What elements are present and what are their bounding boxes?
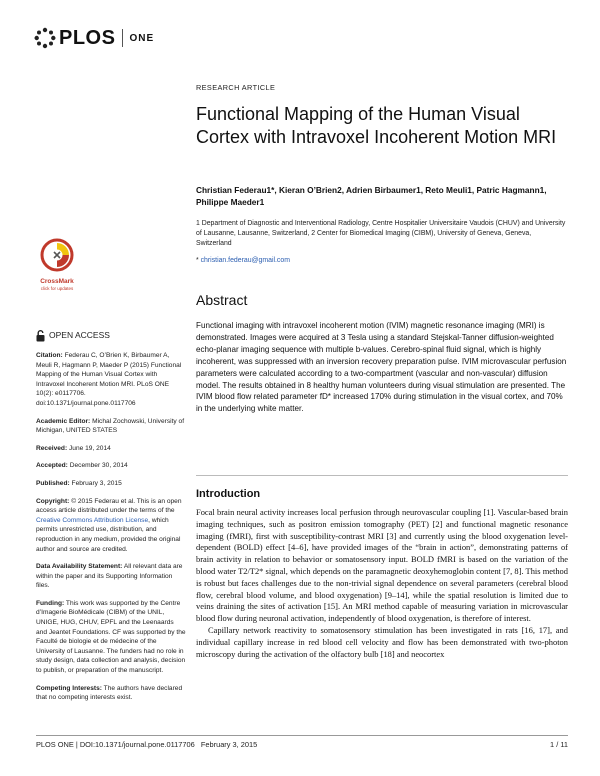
competing-interests-label: Competing Interests: [36, 684, 102, 692]
copyright-text: © 2015 Federau et al. This is an open access article distributed under the terms of the [36, 497, 182, 515]
received-date: June 19, 2014 [69, 444, 111, 452]
published-date: February 3, 2015 [71, 479, 122, 487]
footer-divider [36, 735, 568, 736]
competing-interests-block [36, 684, 186, 703]
received-block [36, 444, 186, 454]
editor-label: Academic Editor: [36, 417, 91, 425]
corresponding-marker: * [196, 257, 199, 264]
intro-paragraph-2: Capillary network reactivity to somatosensory stimulation has been investigated in rats [16, 17], and individual capillary increase in red blood cell velocity and flow has been demonstrated with two-photon microscopy during the activation of the olfactory bulb [18] and neocortex [196, 624, 568, 659]
article-type: RESEARCH ARTICLE [196, 83, 276, 92]
funding-block [36, 599, 186, 676]
published-block [36, 479, 186, 489]
plos-logo-mark-icon [34, 27, 56, 49]
crossmark-icon [40, 238, 74, 272]
published-label: Published: [36, 479, 70, 487]
license-link[interactable]: Creative Commons Attribution License [36, 516, 149, 524]
accepted-label: Accepted: [36, 462, 68, 470]
funding-label: Funding: [36, 599, 65, 607]
crossmark-badge[interactable] [36, 238, 78, 291]
accepted-block [36, 461, 186, 471]
funding-text: This work was supported by the Centre d’Imagerie BioMédicale (CIBM) of the UNIL, UNIGE, HUG, CHUV, EPFL and the Leenaards and Jeantet Foundations. CF was supported by the Faculté de biologie et de médecine of the University of Lausanne. The funders had no role in study design, data collection and analysis, decision to publish, or preparation of the manuscript. [36, 599, 186, 675]
copyright-text-tail: , which permits unrestricted use, distribution, and reproduction in any medium, provided the original author and source are credited. [36, 516, 181, 553]
logo-divider [122, 29, 123, 47]
crossmark-label: CrossMark [40, 278, 74, 285]
citation-block [36, 351, 186, 409]
affiliations: 1 Department of Diagnostic and Interventional Radiology, Centre Hospitalier Universitaire Vaudois (CHUV) and University of Lausanne, Lausanne, Switzerland, 2 Center for Biomedical Imaging (CIBM), University of Geneva, Geneva, Switzerland [196, 220, 566, 248]
copyright-label: Copyright: [36, 497, 70, 505]
copyright-block [36, 497, 186, 555]
data-availability-text: All relevant data are within the paper and its Supporting Information files. [36, 563, 183, 590]
crossmark-subtitle: click for updates [40, 286, 74, 291]
received-label: Received: [36, 444, 68, 452]
open-access-label: OPEN ACCESS [49, 330, 110, 341]
article-info-sidebar [36, 330, 186, 711]
introduction-heading: Introduction [196, 488, 261, 500]
page-number: 1 / 11 [550, 740, 568, 749]
competing-interests-text: The authors have declared that no competing interests exist. [36, 684, 183, 702]
intro-paragraph-1: Focal brain neural activity increases local perfusion through neurovascular coupling [1]. Vascular-based brain imaging techniques, such as positron emission tomography (PET) [2] and functional magnetic resonance imaging (fMRI), first with susceptibility-contrast MRI [3] and currently using the blood oxygenation level-dependent (BOLD) effect [4–6], have provided images of the “brain in action”, demonstrating patterns of brain activity in relation to behavior or somatosensory input. BOLD fMRI is based on the variation of the blood water T2/T2* signal, which depends on the paramagnetic deoxyhemoglobin content [7, 8]. This method is robust but faces challenges due to the non-trivial signal dependence on several parameters (cerebral blood flow, cerebral blood volume, and blood oxygenation) [9–14], while the spatial resolution is limited due to veins draining the sites of activation [15]. An MRI method capable of measuring variation in microvascular blood flow during neuronal activation, independently of blood oxygenation, is therefore of interest. [196, 507, 568, 624]
data-availability-label: Data Availability Statement: [36, 563, 123, 571]
abstract-heading: Abstract [196, 292, 248, 308]
plos-wordmark: PLOS [59, 26, 116, 49]
corresponding-author [196, 257, 568, 264]
accepted-date: December 30, 2014 [69, 462, 128, 470]
author-list: Christian Federau1*, Kieran O’Brien2, Adrien Birbaumer1, Reto Meuli1, Patric Hagmann1, Philippe Maeder1 [196, 185, 547, 207]
footer-citation: PLOS ONE | DOI:10.1371/journal.pone.0117706 February 3, 2015 [36, 740, 258, 749]
introduction-text [196, 507, 568, 660]
citation-text: Federau C, O’Brien K, Birbaumer A, Meuli R, Hagmann P, Maeder P (2015) Functional Mapping of the Human Visual Cortex with Intravoxel Incoherent Motion MRI. PLoS ONE 10(2): e0117706. doi:10.1371/journal.pone.0117706 [36, 352, 182, 407]
editor-block [36, 417, 186, 436]
article-title: Functional Mapping of the Human Visual Cortex with Intravoxel Incoherent Motion MRI [196, 104, 557, 147]
editor-text: Michal Zochowski, University of Michigan, UNITED STATES [36, 417, 185, 435]
section-divider [196, 475, 568, 476]
plos-logo [34, 26, 154, 50]
abstract-text: Functional imaging with intravoxel incoherent motion (IVIM) magnetic resonance imaging (MRI) is demonstrated. Images were acquired at 3 Tesla using a standard Stejskal-Tanner diffusion-weighted echo-planar imaging sequence with multiple b-values. Cerebro-spinal fluid signal, which is highly incoherent, was suppressed with an inversion recovery preparation pulse. IVIM microvascular perfusion parameters were calculated according to a two-compartment (vascular and non-vascular) diffusion model. The results obtained in 8 healthy human volunteers during visual stimulation are presented. The IVIM blood flow related parameter fD* increased 170% during stimulation in the visual cortex, and 70% in the underlying white matter. [196, 321, 567, 414]
open-lock-icon [36, 330, 45, 342]
journal-name: ONE [129, 32, 155, 44]
data-availability-block [36, 562, 186, 591]
corresponding-email-link[interactable]: christian.federau@gmail.com [200, 257, 290, 264]
open-access-badge [36, 330, 186, 342]
citation-label: Citation: [36, 352, 63, 359]
